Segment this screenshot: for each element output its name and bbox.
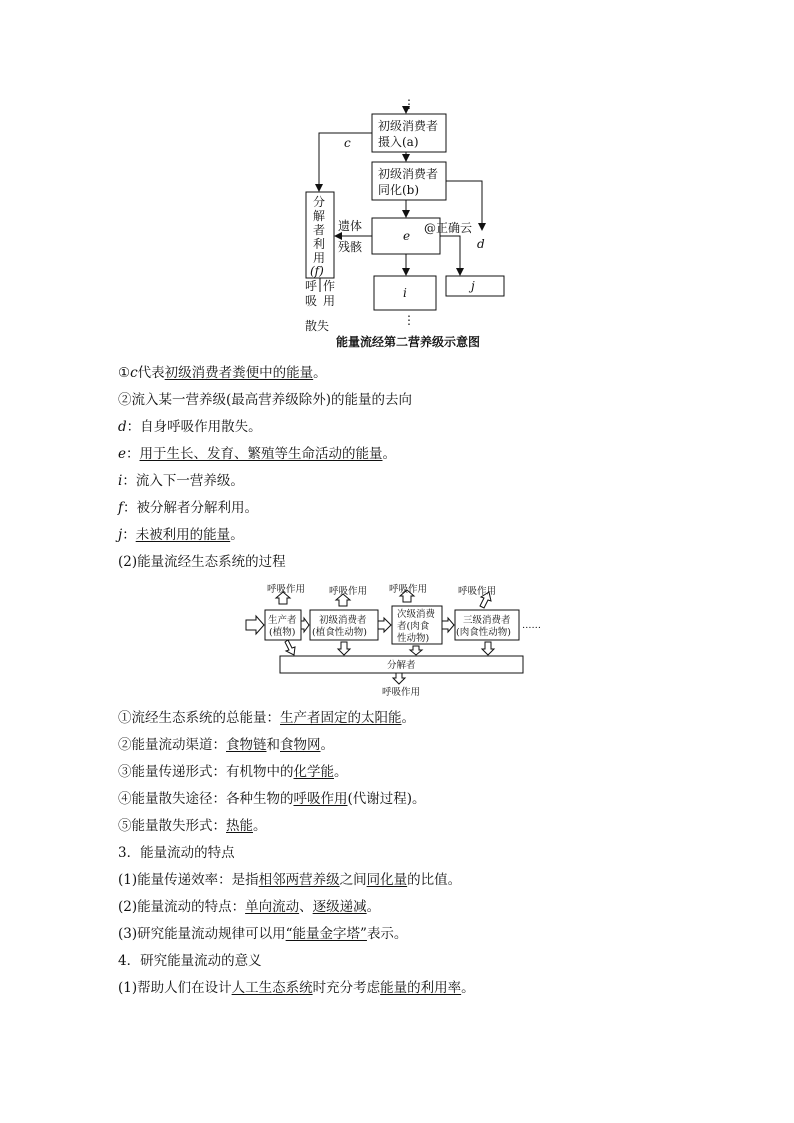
line-pyramid: (3)研究能量流动规律可以用“能量金字塔”表示。 [118,926,408,942]
line-channel: ②能量流动渠道：食物链和食物网。 [118,737,334,753]
decomposer-char-5: 用 [313,251,326,265]
tertiary-resp-label: 呼吸作用 [458,586,497,597]
tertiary-label-2: (肉食性动物) [456,627,511,638]
remains-label-2: 残骸 [338,240,363,254]
producer-label-1: 生产者 [268,615,297,626]
line-j: j：未被利用的能量。 [118,527,244,543]
line-i: i：流入下一营养级。 [118,473,244,489]
top-dots: ⋮ [403,97,415,111]
resp-col2-2: 用 [323,294,336,308]
line-characteristics: (2)能量流动的特点：单向流动、逐级递减。 [118,899,381,915]
primary-label-1: 初级消费者 [319,615,367,626]
energy-flow-second-level-diagram [0,0,794,360]
primary-resp-label: 呼吸作用 [329,586,368,597]
producer-resp-label: 呼吸作用 [267,584,306,595]
resp-col1-1: 呼 [305,279,318,293]
line-f: f：被分解者分解利用。 [118,500,258,516]
section-3-heading: 3．能量流动的特点 [118,845,235,861]
secondary-label-3: 性动物) [397,633,430,644]
decomposer-char-2: 解 [313,209,326,223]
secondary-resp-label: 呼吸作用 [389,584,428,595]
resp-col2-1: 作 [323,279,336,293]
bottom-dots: ⋮ [403,313,415,327]
producer-label-2: (植物) [269,627,296,638]
line-efficiency: (1)能量传递效率：是指相邻两营养级之间同化量的比值。 [118,872,462,888]
c-label: c [344,136,351,150]
assimilation-label-2: 同化(b) [378,183,420,197]
section-4-heading: 4．研究能量流动的意义 [118,953,262,969]
remains-label-1: 遗体 [338,219,363,233]
line-total-energy: ①流经生态系统的总能量：生产者固定的太阳能。 [118,710,415,726]
ingestion-label-1: 初级消费者 [378,119,439,133]
tertiary-label-1: 三级消费者 [463,615,511,626]
assimilation-label-1: 初级消费者 [378,167,439,181]
line-d: d：自身呼吸作用散失。 [118,419,262,435]
i-label: i [403,286,407,300]
decomposer-char-6: (f) [310,264,324,278]
ingestion-label-2: 摄入(a) [378,135,419,149]
secondary-label-1: 次级消费 [397,609,436,620]
line-c-meaning: ①c代表初级消费者粪便中的能量。 [118,365,327,381]
ellipsis: …… [522,620,541,631]
d-label: d [477,237,485,251]
line-e: e：用于生长、发育、繁殖等生命活动的能量。 [118,446,396,462]
j-label: j [471,279,475,293]
line-significance-1: (1)帮助人们在设计人工生态系统时充分考虑能量的利用率。 [118,980,475,996]
resp-col1-2: 吸 [305,294,318,308]
watermark: @正确云 [424,221,473,235]
line-loss-route: ④能量散失途径：各种生物的呼吸作用(代谢过程)。 [118,791,426,807]
diagram1-caption: 能量流经第二营养级示意图 [336,335,481,349]
e-label: e [403,229,411,243]
decomposer-resp-label: 呼吸作用 [382,687,421,698]
primary-label-2: (植食性动物) [312,627,367,638]
loss-label: 散失 [305,319,330,333]
decomposer-char-1: 分 [313,195,326,209]
line-loss-form: ⑤能量散失形式：热能。 [118,818,267,834]
line-process-heading: (2)能量流经生态系统的过程 [118,554,286,570]
decomposer-label: 分解者 [387,660,416,671]
line-energy-destination: ②流入某一营养级(最高营养级除外)的能量的去向 [118,392,413,408]
ecosystem-energy-flow-diagram [0,580,794,700]
line-transfer-form: ③能量传递形式：有机物中的化学能。 [118,764,348,780]
j-box [446,276,504,296]
decomposer-char-3: 者 [313,223,326,237]
secondary-label-2: 者(肉食 [397,621,430,632]
decomposer-char-4: 利 [313,237,326,251]
